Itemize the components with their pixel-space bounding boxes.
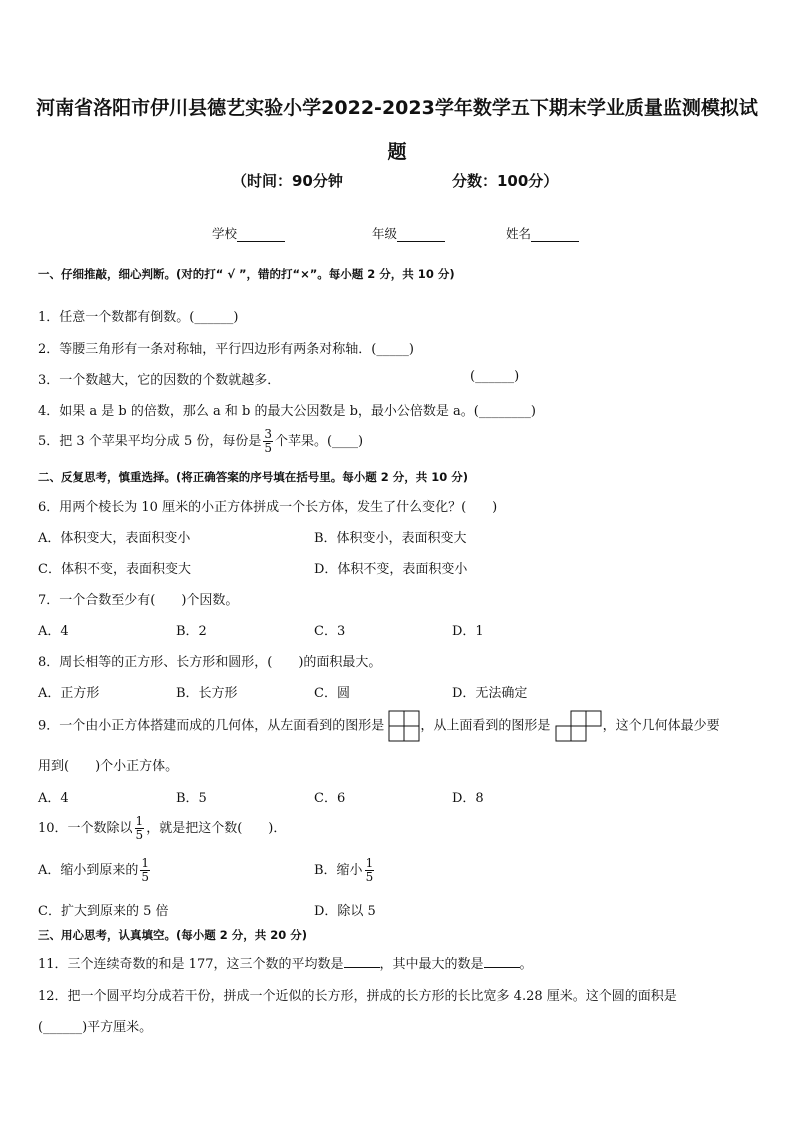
q6-option-b[interactable]: B．体积变小，表面积变大 bbox=[314, 531, 467, 546]
question-1: 1．任意一个数都有倒数。(______) bbox=[38, 310, 239, 325]
grade-blank[interactable] bbox=[397, 227, 445, 242]
q8-option-b[interactable]: B．长方形 bbox=[176, 686, 238, 701]
name-blank[interactable] bbox=[531, 227, 579, 242]
q10-option-b[interactable]: B．缩小 $\frac{1}{5}$ bbox=[314, 856, 374, 884]
question-6: 6．用两个棱长为 10 厘米的小正方体拼成一个长方体，发生了什么变化？( ) bbox=[38, 500, 498, 515]
question-2: 2．等腰三角形有一条对称轴，平行四边形有两条对称轴．(_____) bbox=[38, 342, 414, 357]
q10-option-a[interactable]: A．缩小到原来的 $\frac{1}{5}$ bbox=[38, 856, 150, 884]
school-field[interactable]: 学校 bbox=[212, 224, 285, 242]
question-12: 12．把一个圆平均分成若干份，拼成一个近似的长方形，拼成的长方形的长比宽多 4.28 厘米。这个圆的面积是 bbox=[38, 989, 677, 1004]
question-12-cont: (______)平方厘米。 bbox=[38, 1020, 153, 1035]
question-7: 7．一个合数至少有( )个因数。 bbox=[38, 593, 239, 608]
q6-option-c[interactable]: C．体积不变，表面积变大 bbox=[38, 562, 191, 577]
question-3: 3．一个数越大，它的因数的个数就越多． bbox=[38, 373, 281, 388]
school-blank[interactable] bbox=[237, 227, 285, 242]
q10-option-c[interactable]: C．扩大到原来的 5 倍 bbox=[38, 904, 169, 919]
student-info bbox=[0, 224, 794, 244]
question-8: 8．周长相等的正方形、长方形和圆形，( )的面积最大。 bbox=[38, 655, 382, 670]
question-10: 10．一个数除以 $\frac{1}{5}$ ，就是把这个数( )． bbox=[38, 814, 287, 842]
q11-blank-1[interactable] bbox=[344, 955, 380, 968]
q8-option-a[interactable]: A．正方形 bbox=[38, 686, 100, 701]
page-title: 河南省洛阳市伊川县德艺实验小学2022-2023学年数学五下期末学业质量监测模拟试题 bbox=[36, 97, 758, 163]
left-view-figure-icon bbox=[388, 710, 420, 742]
q9-option-a[interactable]: A．4 bbox=[38, 791, 69, 806]
section-2-heading: 二、反复思考，慎重选择。(将正确答案的序号填在括号里。每小题 2 分，共 10 分) bbox=[38, 470, 469, 484]
name-field[interactable]: 姓名 bbox=[506, 224, 579, 242]
question-5: 5．把 3 个苹果平均分成 5 份，每份是 $\frac{3}{5}$ 个苹果。(____) bbox=[38, 427, 364, 455]
q8-option-d[interactable]: D．无法确定 bbox=[452, 686, 528, 701]
section-1-heading: 一、仔细推敲，细心判断。(对的打“ √ ”，错的打“×”。每小题 2 分，共 10 分) bbox=[38, 267, 455, 281]
question-3-answer: (______) bbox=[470, 369, 520, 384]
question-9-cont: 用到( )个小正方体。 bbox=[38, 759, 179, 774]
top-view-figure-icon bbox=[555, 710, 603, 742]
exam-meta bbox=[0, 170, 794, 194]
q9-option-d[interactable]: D．8 bbox=[452, 791, 484, 806]
q7-option-b[interactable]: B．2 bbox=[176, 624, 207, 639]
q7-option-a[interactable]: A．4 bbox=[38, 624, 69, 639]
question-11: 11．三个连续奇数的和是 177，这三个数的平均数是 ，其中最大的数是 。 bbox=[38, 957, 533, 972]
question-9: 9．一个由小正方体搭建而成的几何体，从左面看到的图形是 ，从上面看到的图形是 ，这个几何体最少要 bbox=[38, 710, 720, 742]
section-3-heading: 三、用心思考，认真填空。(每小题 2 分，共 20 分) bbox=[38, 928, 308, 942]
exam-time: （时间：90分钟 bbox=[232, 172, 343, 190]
q7-option-c[interactable]: C．3 bbox=[314, 624, 346, 639]
fraction-3-5: $\frac{3}{5}$ bbox=[264, 427, 272, 455]
q9-option-c[interactable]: C．6 bbox=[314, 791, 346, 806]
q10-option-d[interactable]: D．除以 5 bbox=[314, 904, 376, 919]
fraction-1-5: $\frac{1}{5}$ bbox=[135, 814, 144, 842]
q11-blank-2[interactable] bbox=[484, 955, 520, 968]
exam-score: 分数：100分） bbox=[452, 172, 559, 190]
q7-option-d[interactable]: D．1 bbox=[452, 624, 484, 639]
q6-option-a[interactable]: A．体积变大，表面积变小 bbox=[38, 531, 191, 546]
q8-option-c[interactable]: C．圆 bbox=[314, 686, 350, 701]
q6-option-d[interactable]: D．体积不变，表面积变小 bbox=[314, 562, 468, 577]
grade-field[interactable]: 年级 bbox=[372, 224, 445, 242]
q9-option-b[interactable]: B．5 bbox=[176, 791, 207, 806]
question-4: 4．如果 a 是 b 的倍数，那么 a 和 b 的最大公因数是 b，最小公倍数是 a。(________) bbox=[38, 404, 536, 419]
